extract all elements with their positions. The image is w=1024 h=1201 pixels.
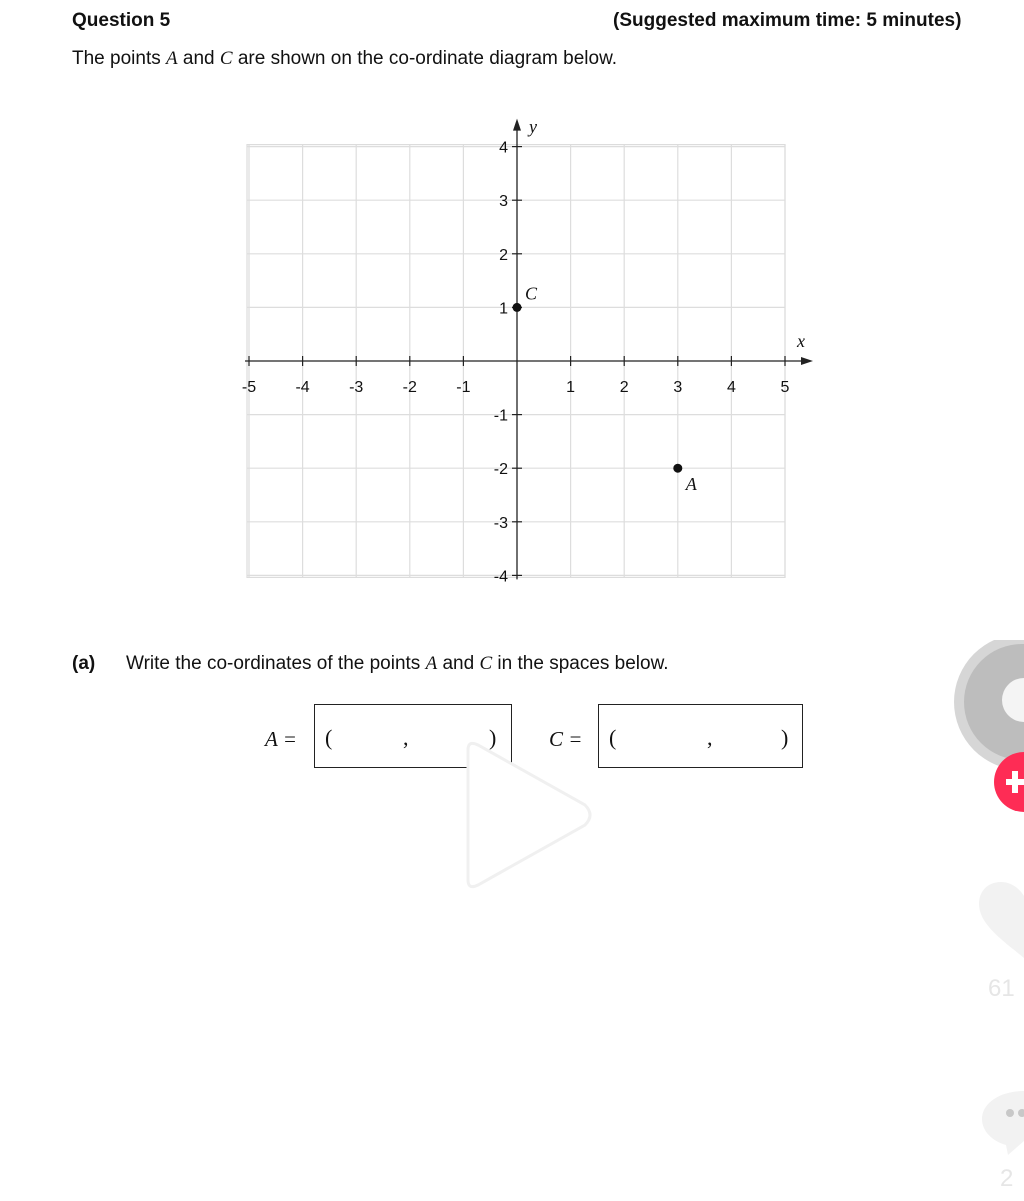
x-tick-label: -2 bbox=[402, 379, 417, 396]
part-a-instruction: Write the co-ordinates of the points A and C in the spaces below. bbox=[126, 653, 669, 674]
point-a bbox=[673, 464, 682, 473]
comment-icon[interactable] bbox=[978, 1085, 1024, 1155]
x-tick-label: 5 bbox=[780, 379, 790, 396]
x-tick-label: -5 bbox=[241, 379, 257, 396]
y-tick-label: 4 bbox=[499, 139, 508, 157]
part-a-label: (a) bbox=[72, 653, 96, 674]
answer-c-box[interactable]: ( , ) bbox=[598, 704, 803, 768]
point-label-a: A bbox=[685, 474, 697, 495]
point-c bbox=[513, 303, 522, 312]
add-icon[interactable] bbox=[988, 752, 1024, 812]
y-tick-label: -4 bbox=[493, 568, 508, 586]
question-number: Question 5 bbox=[72, 10, 171, 31]
x-tick-label: 4 bbox=[726, 379, 736, 396]
play-icon[interactable] bbox=[460, 740, 595, 890]
answer-c-label: C = bbox=[549, 727, 583, 751]
x-tick-label: 1 bbox=[566, 379, 576, 396]
x-tick-label: -4 bbox=[295, 379, 310, 396]
heart-icon[interactable] bbox=[975, 880, 1024, 960]
answer-a-box[interactable]: ( , ) bbox=[314, 704, 512, 768]
like-count: 61 bbox=[988, 975, 1015, 1002]
y-tick-label: 2 bbox=[499, 246, 508, 264]
y-axis-arrow bbox=[513, 119, 521, 131]
x-axis-label: x bbox=[797, 331, 805, 351]
y-tick-label: 1 bbox=[499, 300, 508, 318]
y-tick-label: -3 bbox=[493, 514, 508, 532]
y-tick-label: -2 bbox=[493, 461, 508, 479]
y-axis-label: y bbox=[529, 116, 537, 137]
x-axis-arrow bbox=[801, 357, 813, 365]
x-tick-label: -1 bbox=[456, 379, 471, 396]
x-tick-label: 2 bbox=[619, 379, 629, 396]
y-tick-label: -1 bbox=[493, 407, 508, 425]
comment-count: 2 bbox=[1000, 1165, 1014, 1192]
answer-a-label: A = bbox=[265, 727, 297, 751]
y-tick-label: 3 bbox=[499, 193, 508, 211]
point-label-c: C bbox=[525, 283, 538, 304]
intro-text: The points A and C are shown on the co-ordinate diagram below. bbox=[72, 48, 618, 69]
suggested-time: (Suggested maximum time: 5 minutes) bbox=[613, 10, 962, 31]
x-tick-label: 3 bbox=[673, 379, 683, 396]
x-tick-label: -3 bbox=[349, 379, 364, 396]
